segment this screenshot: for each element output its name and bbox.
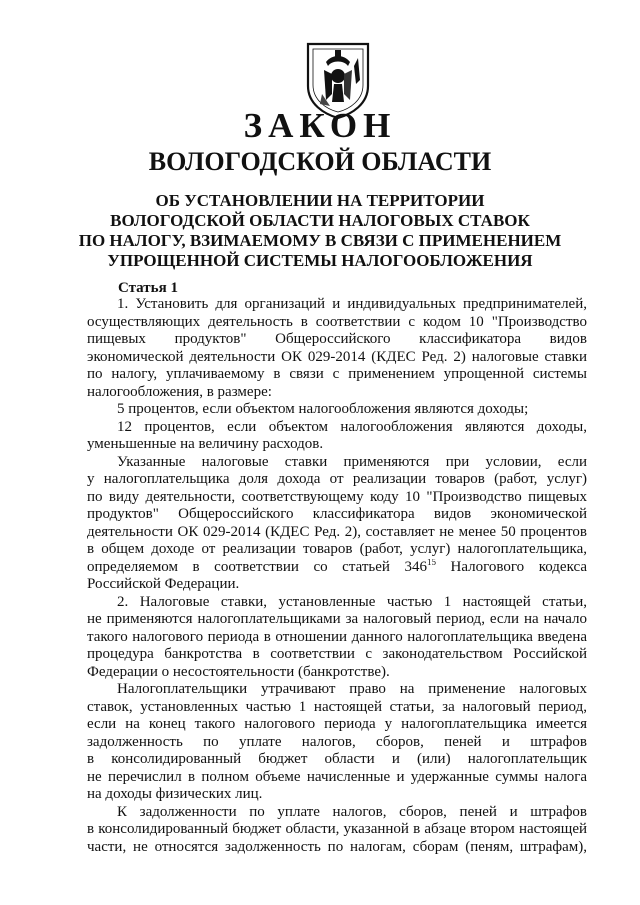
text-line: экономической деятельности ОК 029-2014 (КДЕС Ред. 2) налоговые ставки bbox=[87, 348, 587, 365]
text-line: Российской Федерации. bbox=[87, 576, 240, 592]
article-heading: Статья 1 bbox=[118, 280, 178, 296]
region-title: ВОЛОГОДСКОЙ ОБЛАСТИ bbox=[148, 147, 492, 176]
text-line: налогообложения, в размере: bbox=[87, 383, 272, 400]
text-line: на доходы физических лиц. bbox=[87, 786, 263, 802]
subtitle-line: ПО НАЛОГУ, ВЗИМАЕМОМУ В СВЯЗИ С ПРИМЕНЕНИЕМ bbox=[78, 231, 562, 250]
text-line: 5 процентов, если объектом налогообложения являются доходы; bbox=[117, 401, 529, 417]
text-line: части, не относятся задолженность по налогам, сборам (пеням, штрафам), bbox=[87, 838, 587, 855]
text-line: в общем доходе от реализации товаров (работ, услуг) налогоплательщика, bbox=[87, 541, 587, 557]
text-line: 1. Установить для организаций и индивидуальных предпринимателей, bbox=[117, 296, 587, 312]
text-line: процедура банкротства в соответствии с законодательством Российской bbox=[87, 646, 587, 662]
text-line: в консолидированный бюджет области и (или) налогоплательщик bbox=[87, 751, 587, 767]
text-line: 12 процентов, если объектом налогообложения являются доходы, bbox=[117, 418, 587, 435]
text-line: Федерации о несостоятельности (банкротстве). bbox=[87, 663, 390, 680]
text-line: деятельности ОК 029-2014 (КДЕС Ред. 2), составляет не менее 50 процентов bbox=[87, 523, 587, 540]
subtitle-line: ОБ УСТАНОВЛЕНИИ НА ТЕРРИТОРИИ bbox=[155, 191, 485, 210]
text-line: в консолидированный бюджет области, указанной в абзаце втором настоящей bbox=[87, 821, 587, 837]
text-segment: Налогового кодекса bbox=[450, 558, 587, 575]
text-line: не применяются налогоплательщиками за налоговый период, если на начало bbox=[87, 611, 587, 627]
text-line: пищевых продуктов" Общероссийского классификатора видов bbox=[87, 331, 587, 347]
text-line: К задолженности по уплате налогов, сборов, пеней и штрафов bbox=[117, 803, 587, 820]
text-line: по налогу, уплачиваемому в связи с применением упрощенной системы bbox=[87, 366, 587, 382]
text-line: такого налогового периода в отношении данного налогоплательщика введена bbox=[87, 628, 587, 645]
text-line: ставок, установленных частью 1 настоящей статьи, за налоговый период, bbox=[87, 698, 587, 715]
text-line: уменьшенные на величину расходов. bbox=[87, 436, 324, 452]
text-line: осуществляющих деятельность в соответствии с кодом 10 "Производство bbox=[87, 313, 587, 330]
article-body bbox=[87, 296, 587, 856]
text-line: Указанные налоговые ставки применяются при условии, если bbox=[117, 453, 587, 470]
subtitle-line: УПРОЩЕННОЙ СИСТЕМЫ НАЛОГООБЛОЖЕНИЯ bbox=[107, 251, 533, 270]
article-superscript: 15 bbox=[426, 558, 436, 567]
text-line bbox=[87, 559, 587, 577]
law-title: ЗАКОН bbox=[243, 106, 397, 145]
text-line: по виду деятельности, соответствующему коду 10 "Производство пищевых bbox=[87, 488, 587, 505]
text-line: у налогоплательщика доля дохода от реализации товаров (работ, услуг) bbox=[87, 471, 587, 487]
text-line: 2. Налоговые ставки, установленные частью 1 настоящей статьи, bbox=[117, 593, 587, 610]
text-line: не перечислил в полном объеме начисленные и удержанные суммы налога bbox=[87, 768, 587, 785]
law-subtitle bbox=[70, 191, 570, 271]
text-segment: определяемом в соответствии со статьей 346 bbox=[87, 558, 427, 575]
subtitle-line: ВОЛОГОДСКОЙ ОБЛАСТИ НАЛОГОВЫХ СТАВОК bbox=[110, 211, 530, 230]
text-line: Налогоплательщики утрачивают право на применение налоговых bbox=[117, 681, 587, 697]
text-line: задолженность по уплате налогов, сборов, пеней и штрафов bbox=[87, 733, 587, 750]
text-line: продуктов" Общероссийского классификатора видов экономической bbox=[87, 506, 587, 522]
text-line: если на конец такого налогового периода у налогоплательщика имеется bbox=[87, 716, 587, 732]
